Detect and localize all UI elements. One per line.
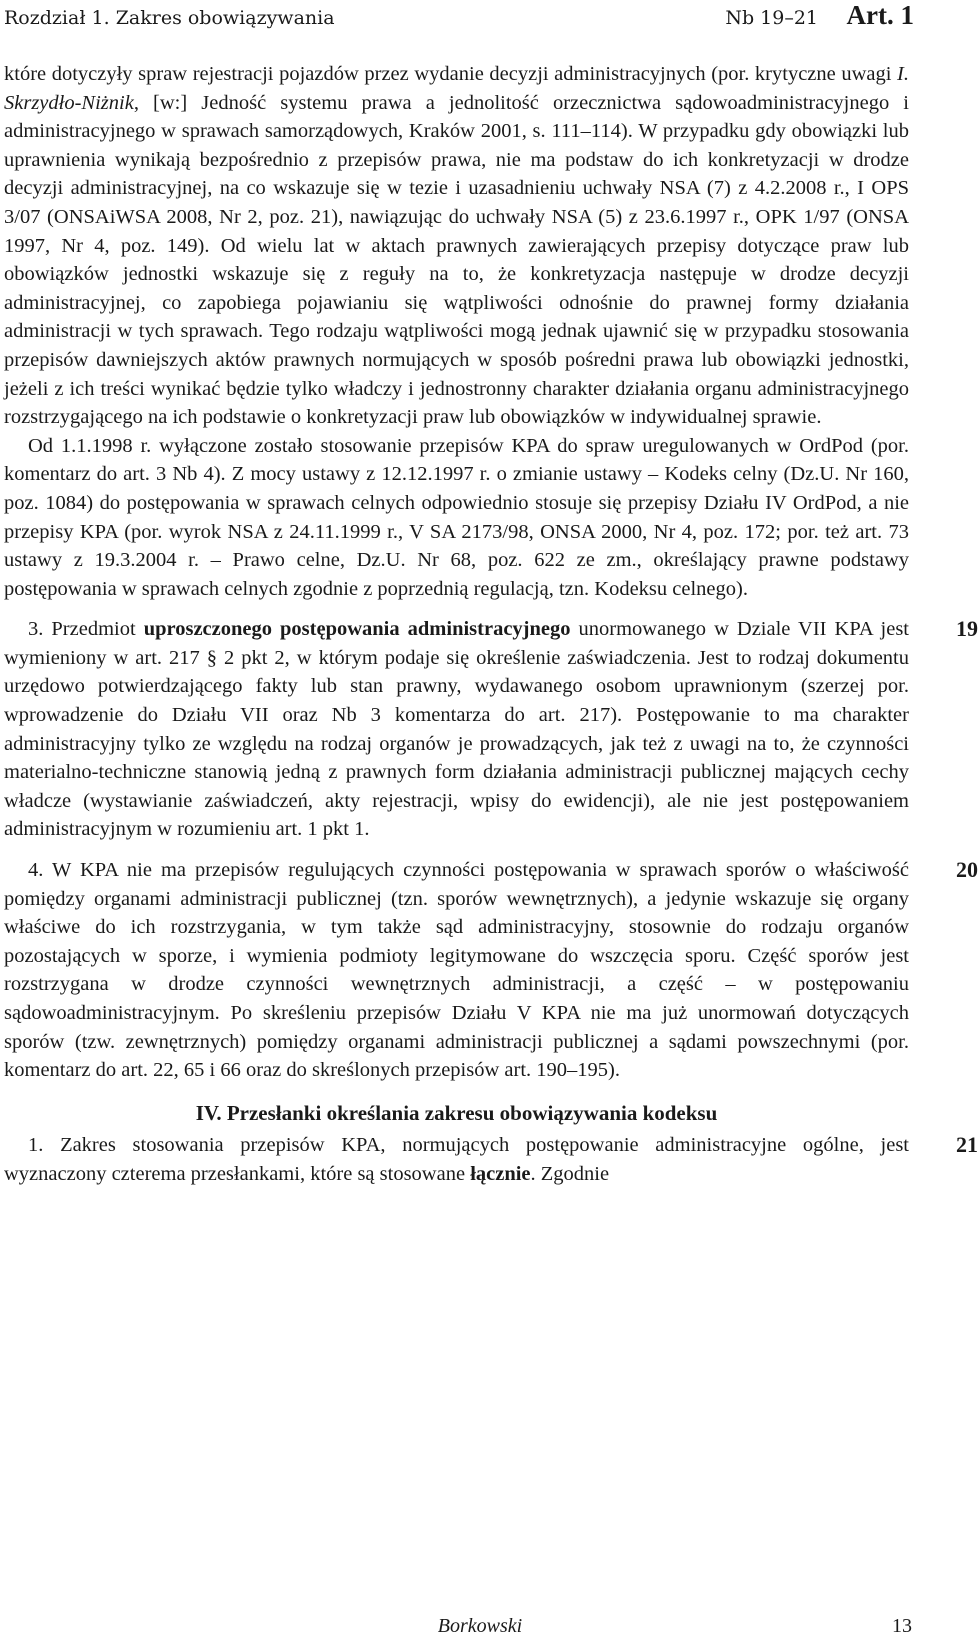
margin-number-21: 21: [956, 1132, 978, 1158]
text-segment: 4. W KPA nie ma przepisów regulujących czynności postępowania w sprawach sporów o właściwość pomiędzy organami administracji publicznej (tzn. sporów wewnętrznych), a jedynie wskazuje się organy właściwe do ich rozstrzygania, w tym także sąd administracyjny, stosownie do rodzaju organów pozostających w sporze, i wymienia podmioty legitymowane do wszczęcia sporu. Część sporów jest rozstrzygana w drodze czynności wewnętrznych administracji, a część – w postępowaniu sądowoadministracyjnym. Po skreśleniu przepisów Działu V KPA nie ma już unormowań dotyczących sporów (tzw. zewnętrznych) pomiędzy organami administracji publicznej a sądami powszechnymi (por. komentarz do art. 22, 65 i 66 oraz do skreślonych przepisów art. 190–195).: [4, 859, 909, 1082]
paragraph-ordpod: [4, 432, 909, 604]
main-text: [4, 60, 978, 1189]
page-number: 13: [892, 1615, 912, 1637]
margin-number-20: 20: [956, 857, 978, 883]
article-label: Art. 1: [846, 0, 914, 30]
cited-author: I. Skrzydło-Niżnik: [4, 63, 909, 114]
margin-number-19: 19: [956, 616, 978, 642]
text-segment: 3. Przedmiot: [28, 618, 144, 641]
paragraph-point-3: [4, 615, 978, 844]
section-heading: IV. Przesłanki określania zakresu obowiązywania kodeksu: [195, 1100, 718, 1125]
text-segment: . Zgodnie: [530, 1162, 610, 1185]
paragraph-continuation: [4, 60, 909, 432]
paragraph-section-iv-1: [4, 1131, 978, 1188]
page-footer: [0, 1612, 960, 1640]
text-segment: , [w:] Jedność systemu prawa a jednolitość orzecznictwa sądowoadministracyjnego i administracyjnego w sprawach samorządowych, Kraków 2001, s. 111–114). W przypadku gdy obowiązki lub uprawnienia wynikają bezpośrednio z przepisów prawa, nie ma podstaw do ich konkretyzacji w drodze decyzji administracyjnej, na co wskazuje się w tezie i uzasadnieniu uchwały NSA (7) z 4.2.2008 r., I OPS 3/07 (ONSAiWSA 2008, Nr 2, poz. 21), nawiązując do uchwały NSA (5) z 23.6.1997 r., OPK 1/97 (ONSA 1997, Nr 4, poz. 149). Od wielu lat w aktach prawnych zawierających przepisy dotyczące praw lub obowiązków jednostki wskazuje się z reguły na to, że konkretyzacja następuje w drodze decyzji administracyjnej, co zapobiega pojawianiu się wątpliwości odnośnie do prawnej formy działania administracji w tych sprawach. Tego rodzaju wątpliwości mogą jednak ujawnić się w przypadku stosowania przepisów dawniejszych aktów prawnych normujących w sposób pośredni prawa lub obowiązki jednostki, jeżeli z ich treści wynikać będzie tylko władczy i jednostronny charakter działania organu administracyjnego rozstrzygającego na ich podstawie o konkretyzacji praw lub obowiązków w indywidualnej sprawie.: [4, 91, 909, 429]
running-header: [4, 0, 914, 40]
text-segment: unormowanego w Dziale VII KPA jest wymieniony w art. 217 § 2 pkt 2, w którym podaje się określenie zaświadczenia. Jest to rodzaj dokumentu urzędowo potwierdzającego fakty lub stan prawny, wydawanego osobom uprawnionym (szerzej por. wprowadzenie do Działu VII oraz Nb 3 komentarza do art. 217). Postępowanie to ma charakter administracyjny tylko ze względu na rodzaj organów je prowadzących, jak też z uwagi na to, że czynności materialno-techniczne stanowią jedną z prawnych form działania administracji publicznej mających cechy władcze (wystawianie zaświadczeń, akty rejestracji, wpisy do ewidencji), ale nie jest postępowaniem administracyjnym w rozumieniu art. 1 pkt 1.: [4, 618, 910, 841]
footer-author: Borkowski: [437, 1615, 523, 1637]
marginal-number-range: Nb 19–21: [725, 7, 818, 29]
text-segment: które dotyczyły spraw rejestracji pojazdów przez wydanie decyzji administracyjnych (por. krytyczne uwagi: [4, 63, 898, 85]
chapter-title: Rozdział 1. Zakres obowiązywania: [4, 7, 335, 29]
emphasis-bold: łącznie: [470, 1162, 531, 1185]
text-segment: Od 1.1.1998 r. wyłączone zostało stosowanie przepisów KPA do spraw uregulowanych w OrdPod (por. komentarz do art. 3 Nb 4). Z mocy ustawy z 12.12.1997 r. o zmianie ustawy – Kodeks celny (Dz.U. Nr 160, poz. 1084) do postępowania w sprawach celnych odpowiednio stosuje się przepisy Działu IV OrdPod, a nie przepisy KPA (por. wyrok NSA z 24.11.1999 r., V SA 2173/98, ONSA 2000, Nr 4, poz. 172; por. też art. 73 ustawy z 19.3.2004 r. – Prawo celne, Dz.U. Nr 68, poz. 622 ze zm., określający prawne podstawy postępowania w sprawach celnych zgodnie z poprzednią regulacją, tzn. Kodeksu celnego).: [4, 434, 909, 600]
paragraph-point-4: [4, 856, 978, 1085]
text-segment: 1. Zakres stosowania przepisów KPA, normujących postępowanie administracyjne ogólne, jest wyznaczony czterema przesłankami, które są stosowane: [4, 1134, 909, 1185]
emphasis-bold: uproszczonego postępowania administracyjnego: [143, 618, 571, 641]
